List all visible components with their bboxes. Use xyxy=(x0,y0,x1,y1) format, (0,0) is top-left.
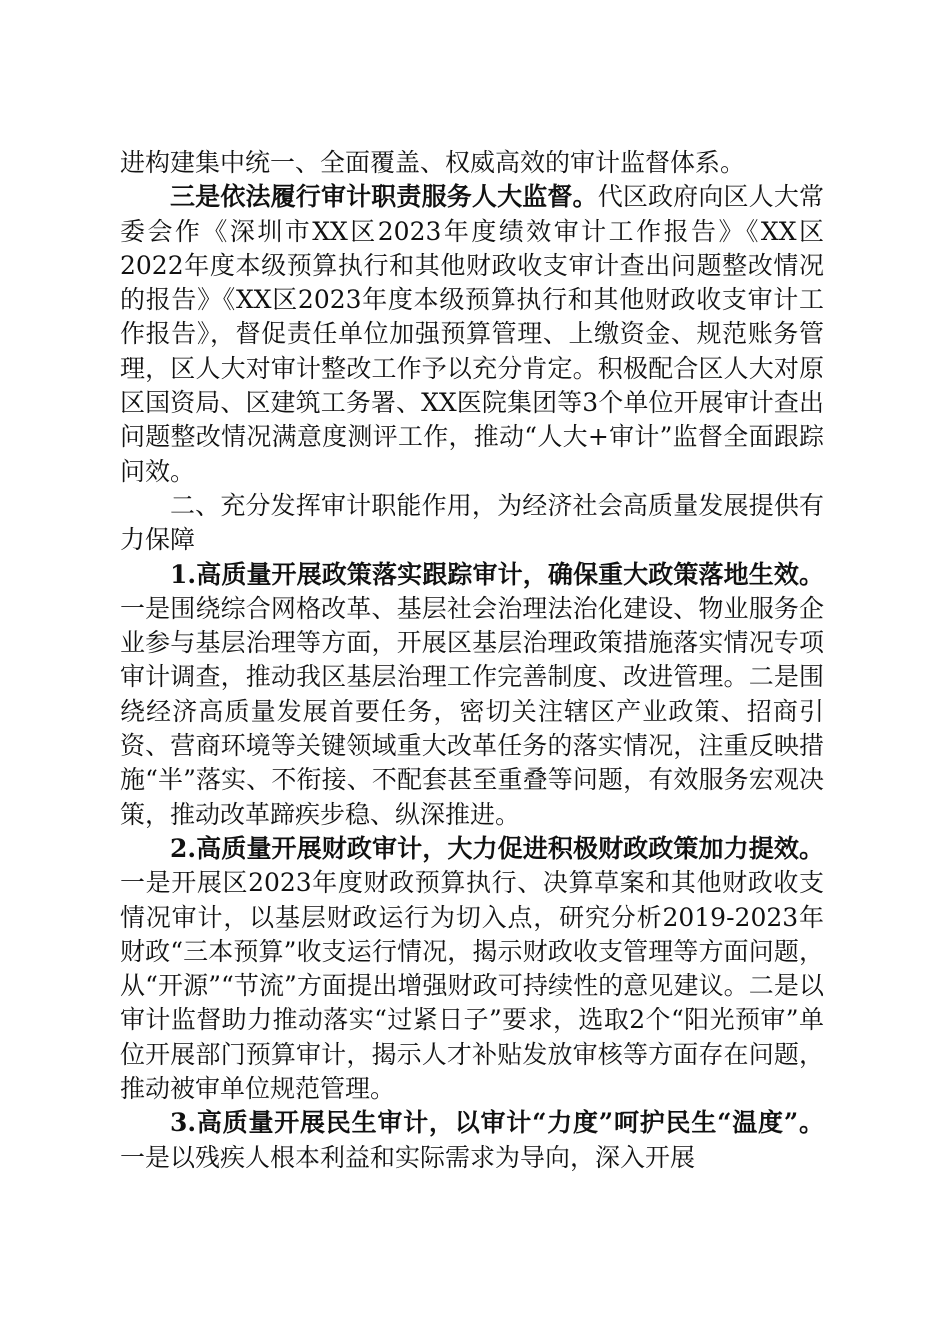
paragraph-body: 进构建集中统一、全面覆盖、权威高效的审计监督体系。 xyxy=(120,148,746,177)
paragraph-body: 代区政府向区人大常委会作《深圳市XX区2023年度绩效审计工作报告》《XX区2022年度本级预算执行和其他财政收支审计查出问题整改情况的报告》《XX区2023年度本级预算执行和其他财政收支审计工作报告》，督促责任单位加强预算管理、上缴资金、规范账务管理，区人大对审计整改工作予以充分肯定。积极配合区人大对原区国资局、区建筑工务署、XX医院集团等3个单位开展审计查出问题整改情况满意度测评工作，推动“人大+审计”监督全面跟踪问效。 xyxy=(120,182,824,486)
paragraph-continuation xyxy=(120,146,824,180)
document-body xyxy=(120,146,824,1175)
paragraph-body: 一是开展区2023年度财政预算执行、决算草案和其他财政收支情况审计，以基层财政运行为切入点，研究分析2019-2023年财政“三本预算”收支运行情况，揭示财政收支管理等方面问题，从“开源”“节流”方面提出增强财政可持续性的意见建议。二是以审计监督助力推动落实“过紧日子”要求，选取2个“阳光预审”单位开展部门预算审计，揭示人才补贴发放审核等方面存在问题，推动被审单位规范管理。 xyxy=(120,868,824,1104)
paragraph-finance-audit xyxy=(120,832,824,1106)
paragraph-lead: 1.高质量开展政策落实跟踪审计，确保重大政策落地生效。 xyxy=(170,559,824,589)
section-heading-text: 二、充分发挥审计职能作用，为经济社会高质量发展提供有力保障 xyxy=(120,490,824,555)
paragraph-livelihood-audit xyxy=(120,1106,824,1175)
paragraph-lead: 三是依法履行审计职责服务人大监督。 xyxy=(170,182,598,212)
paragraph-npc-supervision xyxy=(120,180,824,489)
paragraph-body: 一是以残疾人根本利益和实际需求为导向，深入开展 xyxy=(120,1142,696,1172)
paragraph-lead: 3.高质量开展民生审计，以审计“力度”呵护民生“温度”。 xyxy=(170,1108,824,1138)
section-heading xyxy=(120,489,824,558)
paragraph-body: 一是围绕综合网格改革、基层社会治理法治化建设、物业服务企业参与基层治理等方面，开展区基层治理政策措施落实情况专项审计调查，推动我区基层治理工作完善制度、改进管理。二是围绕经济高质量发展首要任务，密切关注辖区产业政策、招商引资、营商环境等关键领域重大改革任务的落实情况，注重反映措施“半”落实、不衔接、不配套甚至重叠等问题，有效服务宏观决策，推动改革蹄疾步稳、纵深推进。 xyxy=(120,593,824,829)
paragraph-lead: 2.高质量开展财政审计，大力促进积极财政政策加力提效。 xyxy=(170,833,824,863)
paragraph-policy-audit xyxy=(120,558,824,832)
